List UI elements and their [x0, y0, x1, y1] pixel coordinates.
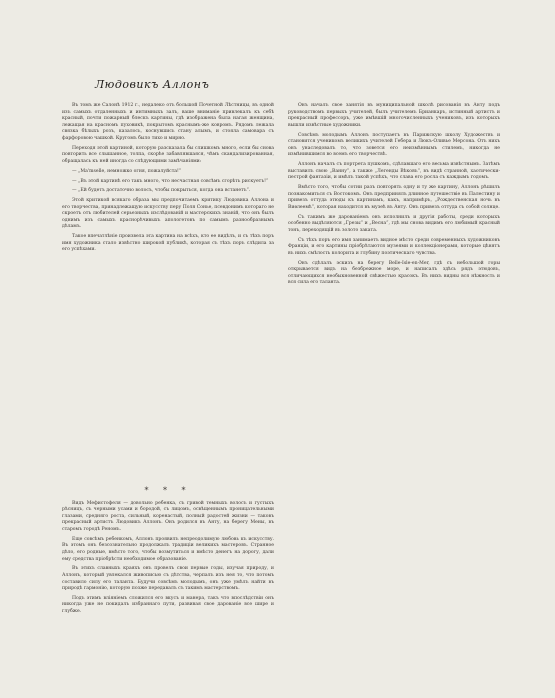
paragraph: Этой критикой всякаго образа мы предпочитаемъ критику Людовика Аллона и его творчества, принадлежащую искусству перу Поля Сонье, псевдонимъ котораго не скроетъ отъ любителей серьезныхъ изслѣдованій и мастерскихъ знаній, что онъ былъ однимъ изъ самыхъ краснорѣчивыхъ апологетовъ по самымъ разнообразнымъ дѣламъ. — [62, 198, 274, 230]
right-column — [288, 103, 500, 290]
paragraph: Съ такимъ же дарованіемъ онъ исполнилъ и другія работы, среди которыхъ особенно выдѣляются „Грезы“ и „Весна“, гдѣ мы снова видимъ его любимый красный тонъ, переходящій въ золото заката. — [288, 214, 500, 233]
paragraph: Подъ этимъ вліяніемъ сложился его вкусъ и манера, такъ что впослѣдствіи онъ никогда уже не покидалъ избраннаго пути, развивая свое дарованіе все шире и глубже. — [62, 595, 274, 615]
paragraph: Совсѣмъ молодымъ Аллонъ поступаетъ въ Парижскую школу Художествъ и становится ученикомъ великихъ учителей Гебера и Люкъ-Оливье Мерсона. Отъ нихъ онъ унаследовалъ то, что зовется его неизмѣннымъ стилемъ, никогда не измѣнившимся во всемъ его творчествѣ. — [288, 132, 500, 158]
paragraph: Аллонъ началъ съ портрета пушкомъ, сдѣлавшаго его весьма извѣстнымъ. Затѣмъ выставилъ свою „Ванну“, а также „Легенды Вѣковъ“, въ видѣ странной, хаотически-пестрой фантазіи, и имѣлъ такой успѣхъ, что слава его росла съ каждымъ годомъ. — [288, 162, 500, 181]
paragraph: Видъ Мефистофеля — довольно ребенка, съ гривой темныхъ волосъ и густыхъ рѣсницъ, съ черными усами и бородой, съ лицомъ, освѣщеннымъ проницательными глазами, средняго роста, сильный, коренастый, полный радостей жизни — таковъ прекрасный артистъ Людовикъ Аллонъ. Онъ родился въ Анту, на берегу Мены, въ старомъ городѣ Реномъ. — [62, 500, 274, 532]
article-title: Людовикъ Аллонъ — [95, 78, 210, 91]
paragraph: Въ томъ же Салонѣ 1912 г., недалеко отъ большой Почетной Лѣстницы, въ одной изъ самыхъ отдаленныхъ и интимныхъ залъ, ваше вниманіе привлекалъ къ себѣ красный, почти пожарный блескъ картины, гдѣ изображена была нагая женщина, лежащая на красномъ пуховикѣ, покрытомъ краснымъ-же ковромъ. Рядомъ лежала связка бѣлыхъ розъ, казалось, коснувшись стану алымъ, и стояла самовара съ фарфоровою чашкой. Кругомъ было тихо и мирно. — [62, 103, 274, 141]
paragraph: Онъ сдѣлалъ эскизъ на берегу Belle-Isle-en-Mer, гдѣ съ небольшой горы открывается видъ на безбрежное море, и написалъ здѣсь рядъ этюдовъ, отличающихся необыкновенной свѣжестью красокъ. Въ нихъ видны вся нѣжность и вся сила его таланта. — [288, 260, 500, 286]
left-column — [62, 103, 274, 257]
paragraph: Такое впечатлѣніе произвела эта картина на всѣхъ, кто ее видѣлъ, и съ тѣхъ поръ имя художника стало извѣстно широкой публикѣ, которая съ тѣхъ поръ слѣдила за его успѣхами. — [62, 234, 274, 253]
left-column-lower — [62, 488, 274, 619]
paragraph: Онъ началъ свое занятія въ муниципальной школѣ рисованія въ Анту подъ руководствомъ первыхъ учителей, былъ учителемъ Брианкаръ, истинный артистъ и прекрасный профессоръ, уже имѣвшій многочисленныхъ учениковъ, изъ которыхъ вышли извѣстные художники. — [288, 103, 500, 128]
quote: — „Въ этой картинѣ его такъ много, что несчастная совсѣмъ сгорѣть рискуетъ!“ — [72, 178, 269, 184]
paragraph: Въ этихъ славныхъ краяхъ онъ провелъ свои первые годы, изучая природу, и Аллонъ, который увлекался живописью съ дѣтства, черпалъ изъ нея то, что потомъ составило силу его таланта. Будучи совсѣмъ молодымъ, онъ уже умѣлъ найти въ природѣ гармонію, которую позже передавалъ съ такимъ мастерствомъ. — [62, 566, 274, 592]
paragraph: Переходя этой картиной, которую разсказала бы слишкомъ много, если бы снова повторить все слышанное, толпа, скорѣе забавлявшаяся, чѣмъ скандализированная, обращалась къ ней иногда со слѣдующими замѣчаніями: — [62, 145, 274, 164]
paragraph: Съ тѣхъ поръ его имя занимаетъ видное мѣсто среди современныхъ художниковъ Франціи, и его картины пріобрѣтаются музеями и коллекціонерами, которые цѣнятъ въ нихъ смѣлость колорита и глубину поэтическаго чувства. — [288, 237, 500, 256]
section-separator: * * * — [144, 486, 192, 495]
quote: — „Ей будетъ достаточно волосъ, чтобы покрыться, когда она встанетъ“. — [72, 188, 251, 194]
paragraph: Вмѣсто того, чтобы сотни разъ повторять одну и ту же картину, Аллонъ рѣшилъ познакомиться съ Востокомъ. Онъ предпринялъ длинное путешествіе въ Палестину и привезъ оттуда этюды къ картинамъ, какъ, напримѣръ, „Рождественская ночь въ Виѳлеемѣ“, которая находится въ музеѣ въ Анту. Онъ привезъ оттуда съ собой солнце. — [288, 185, 500, 210]
paragraph: Еще совсѣмъ ребенкомъ, Аллонъ проявилъ непреодолимую любовь къ искусству. Въ этомъ онъ безсознательно продолжалъ традиціи великихъ мастеровъ. Странное дѣло, его родные, вмѣсто того, чтобы возмутиться и вмѣсто денегъ на дорогу, дали ему средства пріобрѣсти необходимое образованіе. — [62, 536, 274, 562]
quote: — „Ma'mselle, немножко огня, пожалуйста!“ — [72, 168, 182, 174]
